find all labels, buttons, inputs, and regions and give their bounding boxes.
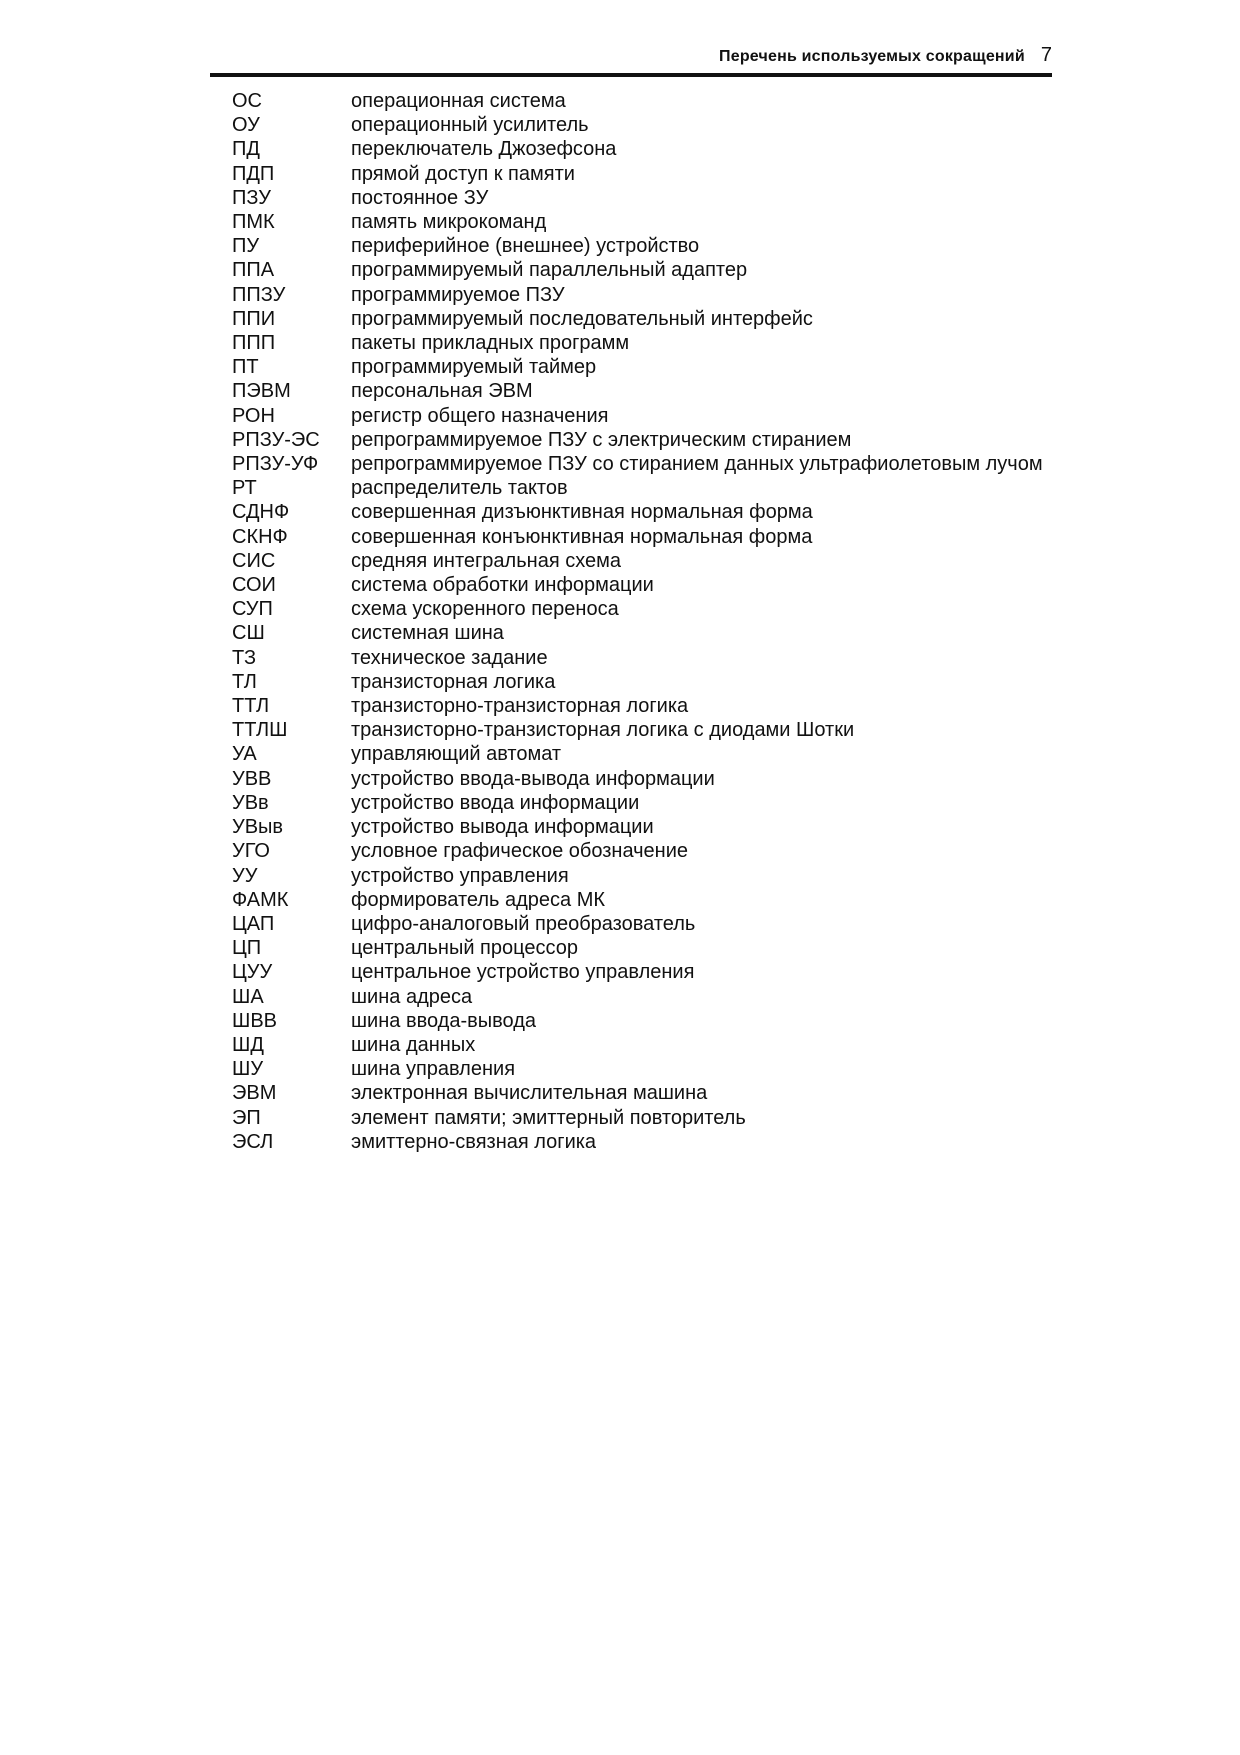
- abbreviation-definition: программируемый таймер: [351, 356, 597, 379]
- abbreviation-definition: распределитель тактов: [351, 477, 568, 500]
- abbreviation-term: РТ: [232, 477, 257, 500]
- abbreviation-definition: центральный процессор: [351, 937, 578, 960]
- abbreviation-definition: эмиттерно-связная логика: [351, 1130, 597, 1153]
- abbreviation-definition: электронная вычислительная машина: [351, 1082, 708, 1105]
- abbreviation-term: ПТ: [232, 356, 259, 379]
- abbreviation-term: ТТЛШ: [232, 719, 288, 742]
- abbreviation-term: РПЗУ-ЭС: [232, 428, 320, 451]
- abbreviation-term: ПМК: [232, 211, 275, 234]
- list-item: [232, 864, 1052, 888]
- list-item: [232, 404, 1052, 428]
- abbreviation-term: ЭСЛ: [232, 1130, 274, 1153]
- list-item: [232, 1057, 1052, 1081]
- list-item: [232, 960, 1052, 984]
- list-item: [232, 476, 1052, 500]
- abbreviation-definition: устройство вывода информации: [351, 816, 654, 839]
- abbreviation-term: УВВ: [232, 767, 272, 790]
- abbreviation-term: ПЗУ: [232, 186, 271, 209]
- abbreviation-list: [232, 89, 1052, 1154]
- list-item: [232, 742, 1052, 766]
- abbreviation-term: СШ: [232, 622, 265, 645]
- abbreviation-term: ППЗУ: [232, 283, 286, 306]
- abbreviation-definition: шина адреса: [351, 985, 473, 1008]
- abbreviation-definition: репрограммируемое ПЗУ со стиранием данных ультрафиолетовым лучом: [351, 453, 1043, 476]
- list-item: [232, 186, 1052, 210]
- list-item: [232, 331, 1052, 355]
- abbreviation-definition: шина ввода-вывода: [351, 1009, 536, 1032]
- abbreviation-definition: память микрокоманд: [351, 211, 547, 234]
- list-item: [232, 210, 1052, 234]
- list-item: [232, 258, 1052, 282]
- list-item: [232, 500, 1052, 524]
- list-item: [232, 113, 1052, 137]
- list-item: [232, 549, 1052, 573]
- page-number: 7: [1040, 44, 1052, 66]
- abbreviation-definition: персональная ЭВМ: [351, 380, 533, 403]
- abbreviation-definition: система обработки информации: [351, 574, 654, 597]
- abbreviation-definition: системная шина: [351, 622, 504, 645]
- list-item: [232, 888, 1052, 912]
- abbreviation-term: СОИ: [232, 574, 276, 597]
- list-item: [232, 1081, 1052, 1105]
- abbreviation-definition: транзисторно-транзисторная логика: [351, 695, 689, 718]
- abbreviation-definition: устройство ввода информации: [351, 791, 640, 814]
- abbreviation-term: ПД: [232, 138, 260, 161]
- abbreviation-term: ППА: [232, 259, 275, 282]
- abbreviation-term: ОС: [232, 90, 262, 112]
- list-item: [232, 234, 1052, 258]
- list-item: [232, 815, 1052, 839]
- list-item: [232, 767, 1052, 791]
- abbreviation-definition: устройство ввода-вывода информации: [351, 767, 715, 790]
- abbreviation-term: ППИ: [232, 307, 276, 330]
- list-item: [232, 525, 1052, 549]
- abbreviation-term: ТЗ: [232, 646, 257, 669]
- abbreviation-term: РОН: [232, 404, 275, 427]
- list-item: [232, 1033, 1052, 1057]
- list-item: [232, 355, 1052, 379]
- abbreviation-term: РПЗУ-УФ: [232, 453, 319, 476]
- abbreviation-definition: репрограммируемое ПЗУ с электрическим стиранием: [351, 428, 852, 451]
- abbreviation-definition: операционная система: [351, 90, 566, 112]
- list-item: [232, 985, 1052, 1009]
- list-item: [232, 791, 1052, 815]
- list-item: [232, 428, 1052, 452]
- abbreviation-term: УА: [232, 743, 257, 766]
- abbreviation-definition: транзисторно-транзисторная логика с диодами Шотки: [351, 719, 855, 742]
- abbreviation-definition: управляющий автомат: [351, 743, 562, 766]
- abbreviation-term: СКНФ: [232, 525, 288, 548]
- abbreviation-definition: совершенная дизъюнктивная нормальная форма: [351, 501, 813, 524]
- abbreviation-term: ФАМК: [232, 888, 289, 911]
- list-item: [232, 283, 1052, 307]
- list-item: [232, 452, 1052, 476]
- list-item: [232, 1130, 1052, 1154]
- abbreviation-term: ЦАП: [232, 912, 275, 935]
- abbreviation-term: ПУ: [232, 235, 260, 258]
- abbreviation-term: ШВВ: [232, 1009, 278, 1032]
- abbreviation-definition: формирователь адреса МК: [351, 888, 606, 911]
- abbreviation-definition: транзисторная логика: [351, 670, 556, 693]
- abbreviation-term: СУП: [232, 598, 273, 621]
- abbreviation-term: УВв: [232, 791, 269, 814]
- abbreviation-definition: устройство управления: [351, 864, 569, 887]
- list-item: [232, 89, 1052, 113]
- abbreviation-term: УГО: [232, 840, 270, 863]
- list-item: [232, 137, 1052, 161]
- abbreviation-definition: элемент памяти; эмиттерный повторитель: [351, 1106, 746, 1129]
- list-item: [232, 597, 1052, 621]
- abbreviation-term: ЦП: [232, 937, 262, 960]
- header-rule: [210, 73, 1052, 77]
- abbreviation-term: ЭВМ: [232, 1082, 277, 1105]
- header-title: Перечень используемых сокращений: [719, 48, 1025, 65]
- list-item: [232, 646, 1052, 670]
- abbreviation-definition: шина данных: [351, 1033, 476, 1056]
- list-item: [232, 670, 1052, 694]
- abbreviation-definition: схема ускоренного переноса: [351, 598, 619, 621]
- abbreviation-definition: средняя интегральная схема: [351, 549, 621, 572]
- abbreviation-definition: шина управления: [351, 1058, 516, 1081]
- list-item: [232, 912, 1052, 936]
- abbreviation-definition: центральное устройство управления: [351, 961, 695, 984]
- abbreviation-definition: программируемый последовательный интерфейс: [351, 307, 813, 330]
- abbreviation-definition: совершенная конъюнктивная нормальная форма: [351, 525, 813, 548]
- abbreviation-term: ШД: [232, 1033, 264, 1056]
- abbreviation-term: ППП: [232, 332, 276, 355]
- abbreviation-definition: операционный усилитель: [351, 114, 589, 137]
- abbreviation-definition: пакеты прикладных программ: [351, 332, 630, 355]
- abbreviation-term: СДНФ: [232, 501, 290, 524]
- abbreviation-definition: прямой доступ к памяти: [351, 162, 575, 185]
- abbreviation-definition: постоянное ЗУ: [351, 186, 489, 209]
- list-item: [232, 718, 1052, 742]
- abbreviation-term: УУ: [232, 864, 258, 887]
- abbreviation-definition: переключатель Джозефсона: [351, 138, 617, 161]
- list-item: [232, 573, 1052, 597]
- list-item: [232, 379, 1052, 403]
- list-item: [232, 936, 1052, 960]
- list-item: [232, 1009, 1052, 1033]
- running-header: [210, 44, 1052, 70]
- abbreviation-term: ЭП: [232, 1106, 261, 1129]
- list-item: [232, 307, 1052, 331]
- abbreviation-term: ТЛ: [232, 670, 257, 693]
- abbreviation-term: ШУ: [232, 1058, 264, 1081]
- abbreviation-definition: техническое задание: [351, 646, 548, 669]
- abbreviation-term: ЦУУ: [232, 961, 273, 984]
- abbreviation-definition: программируемый параллельный адаптер: [351, 259, 748, 282]
- list-item: [232, 162, 1052, 186]
- abbreviation-term: ША: [232, 985, 264, 1008]
- abbreviation-definition: периферийное (внешнее) устройство: [351, 235, 700, 258]
- abbreviation-term: ОУ: [232, 114, 260, 137]
- abbreviation-definition: программируемое ПЗУ: [351, 283, 565, 306]
- abbreviation-definition: цифро-аналоговый преобразователь: [351, 912, 696, 935]
- list-item: [232, 1106, 1052, 1130]
- abbreviation-term: СИС: [232, 549, 276, 572]
- list-item: [232, 839, 1052, 863]
- abbreviation-term: ТТЛ: [232, 695, 270, 718]
- abbreviation-term: УВыв: [232, 816, 284, 839]
- list-item: [232, 621, 1052, 645]
- list-item: [232, 694, 1052, 718]
- abbreviation-definition: условное графическое обозначение: [351, 840, 689, 863]
- abbreviation-term: ПДП: [232, 162, 275, 185]
- abbreviation-definition: регистр общего назначения: [351, 404, 609, 427]
- abbreviation-term: ПЭВМ: [232, 380, 291, 403]
